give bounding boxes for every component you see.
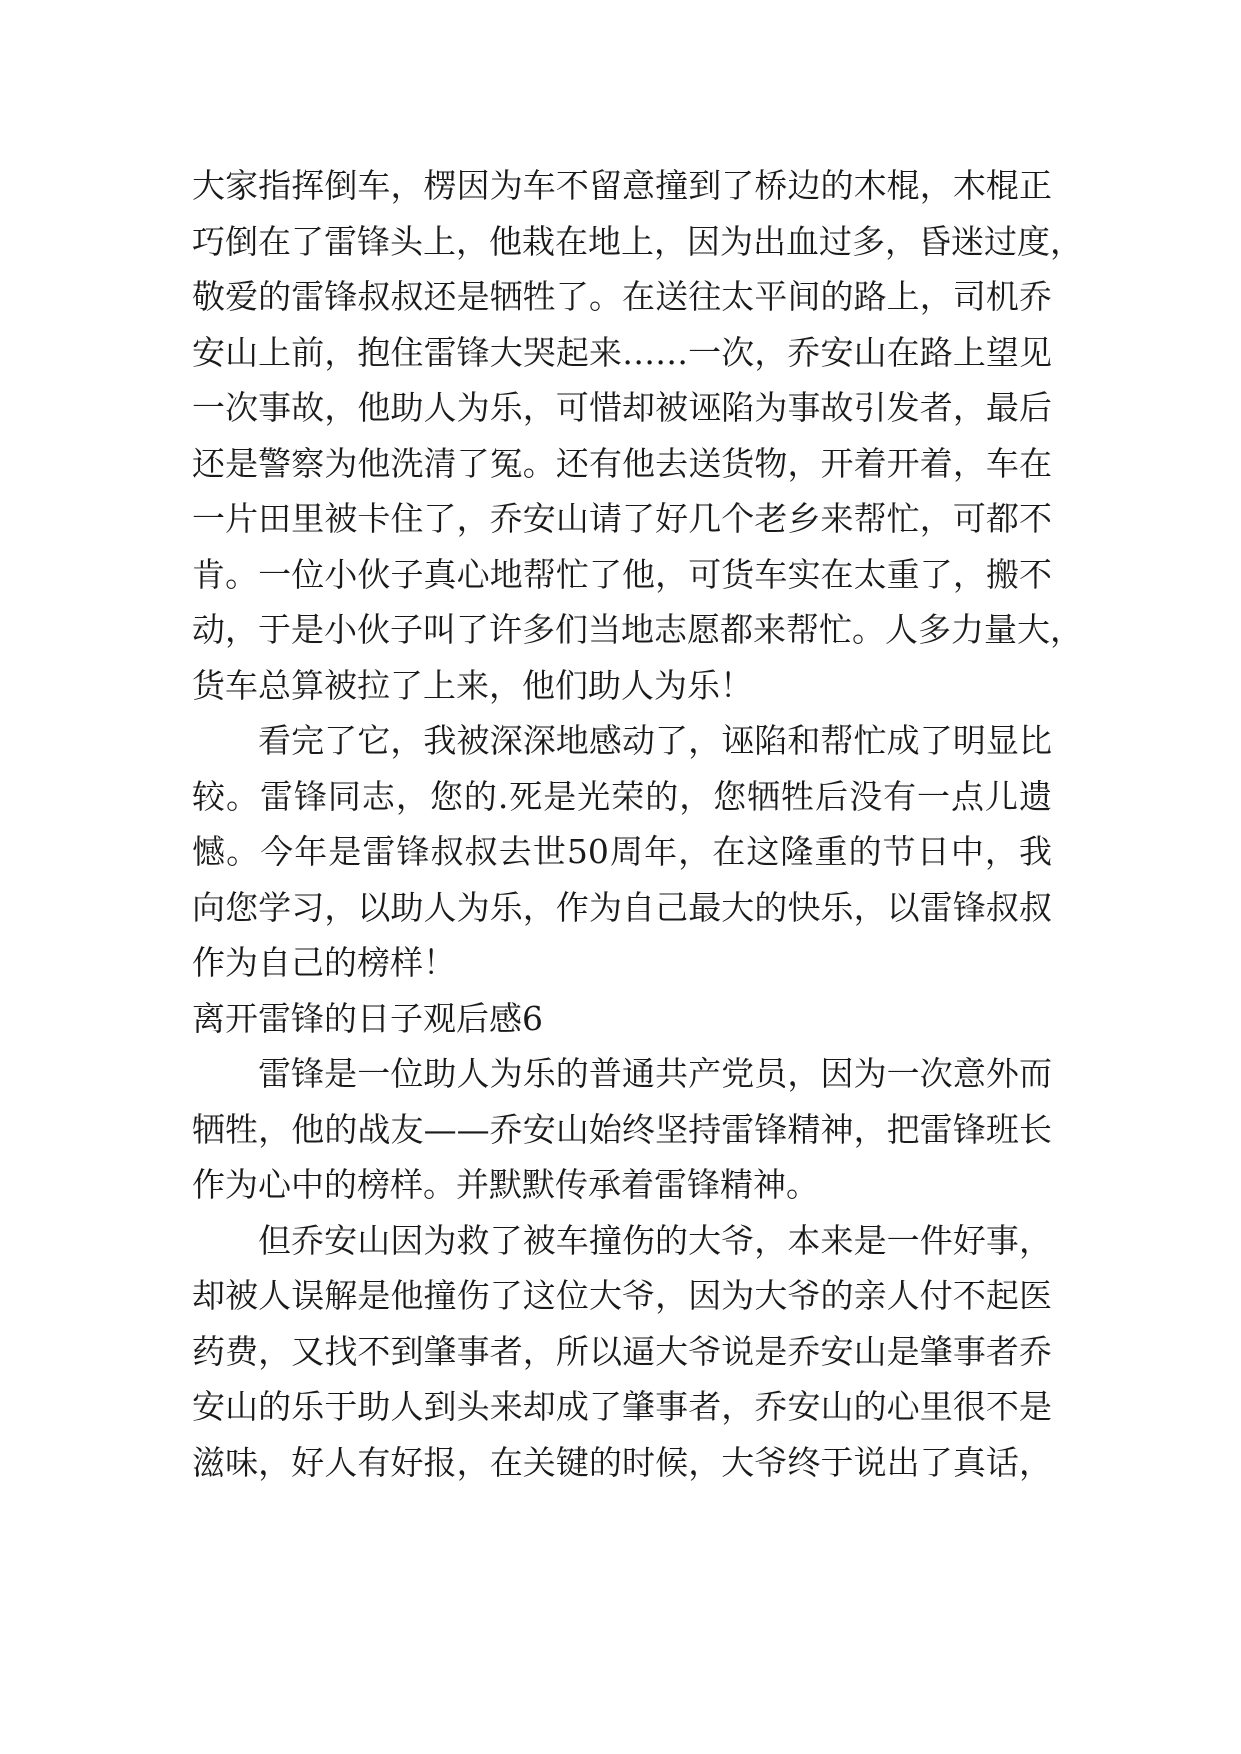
text-line: 但乔安山因为救了被车撞伤的大爷，本来是一件好事， — [258, 1220, 1052, 1260]
text-line: 却被人误解是他撞伤了这位大爷，因为大爷的亲人付不起医 — [192, 1276, 1052, 1315]
text-line: 安山的乐于助人到头来却成了肇事者，乔安山的心里很不是 — [192, 1387, 1052, 1426]
text-line: 作为自己的榜样！ — [192, 943, 456, 982]
text-line: 看完了它，我被深深地感动了，诬陷和帮忙成了明显比 — [258, 721, 1052, 760]
text-line: 动，于是小伙子叫了许多们当地志愿都来帮忙。人多力量大， — [192, 610, 1083, 649]
paragraph-1 — [192, 158, 1083, 713]
text-line: 较。雷锋同志，您的.死是光荣的，您牺牲后没有一点儿遗 — [192, 776, 1052, 816]
document-body — [192, 158, 1083, 1490]
text-line: 向您学习，以助人为乐，作为自己最大的快乐，以雷锋叔叔 — [192, 887, 1052, 927]
text-line: 憾。今年是雷锋叔叔去世50周年，在这隆重的节日中，我 — [192, 832, 1052, 871]
text-line: 大家指挥倒车，楞因为车不留意撞到了桥边的木棍，木棍正 — [192, 166, 1052, 205]
text-line: 巧倒在了雷锋头上，他栽在地上，因为出血过多，昏迷过度， — [192, 221, 1083, 261]
text-line: 肯。一位小伙子真心地帮忙了他，可货车实在太重了，搬不 — [192, 554, 1052, 594]
paragraph-4 — [192, 1213, 1052, 1491]
text-line: 一次事故，他助人为乐，可惜却被诬陷为事故引发者，最后 — [192, 388, 1052, 427]
text-line: 敬爱的雷锋叔叔还是牺牲了。在送往太平间的路上，司机乔 — [192, 277, 1052, 316]
paragraph-3 — [192, 1046, 1052, 1213]
text-line: 牺牲，他的战友——乔安山始终坚持雷锋精神，把雷锋班长 — [192, 1109, 1052, 1149]
text-line: 雷锋是一位助人为乐的普通共产党员，因为一次意外而 — [258, 1054, 1052, 1093]
text-line: 药费，又找不到肇事者，所以逼大爷说是乔安山是肇事者乔 — [192, 1331, 1052, 1371]
text-line: 货车总算被拉了上来，他们助人为乐！ — [192, 665, 753, 705]
text-line: 安山上前，抱住雷锋大哭起来……一次，乔安山在路上望见 — [192, 332, 1052, 372]
text-line: 一片田里被卡住了，乔安山请了好几个老乡来帮忙，可都不 — [192, 499, 1052, 538]
text-line: 作为心中的榜样。并默默传承着雷锋精神。 — [192, 1165, 819, 1204]
text-line: 还是警察为他洗清了冤。还有他去送货物，开着开着，车在 — [192, 443, 1052, 483]
section-heading: 离开雷锋的日子观后感6 — [192, 998, 543, 1038]
text-line: 滋味，好人有好报，在关键的时候，大爷终于说出了真话， — [192, 1442, 1052, 1482]
paragraph-2 — [192, 713, 1052, 991]
